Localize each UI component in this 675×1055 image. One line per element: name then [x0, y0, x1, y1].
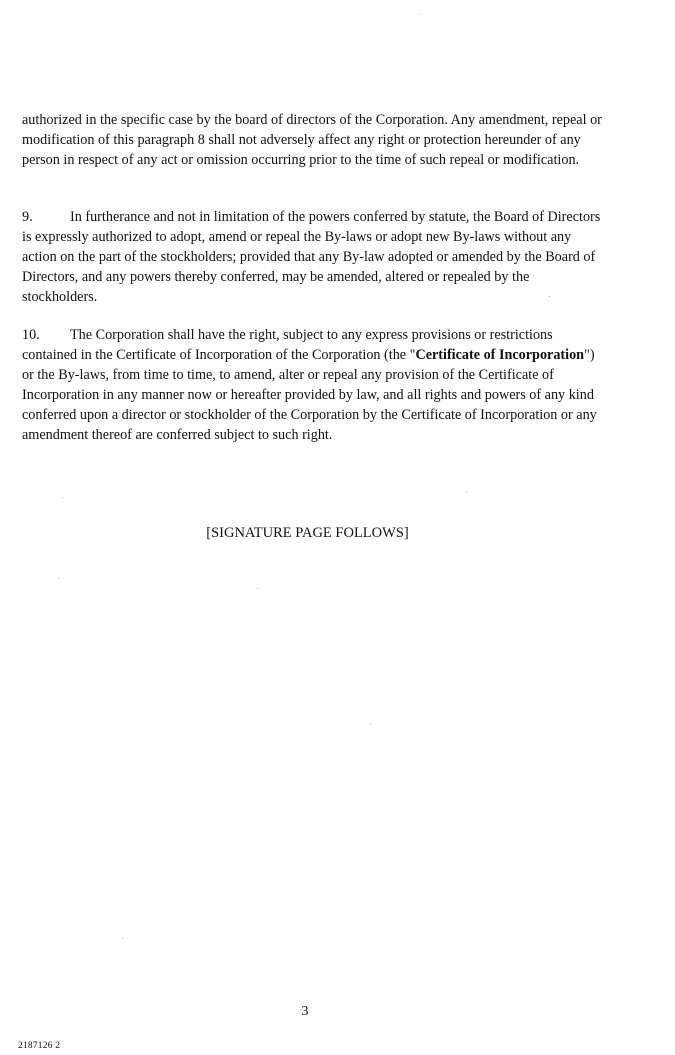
scan-speck: [466, 492, 467, 493]
scan-speck: [549, 296, 550, 297]
signature-page-note: [SIGNATURE PAGE FOLLOWS]: [206, 525, 409, 541]
paragraph-10: [22, 325, 602, 445]
scan-speck: [58, 578, 59, 579]
paragraph-9-text: In furtherance and not in limitation of the powers conferred by statute, the Board of Directors is expressly authorized to adopt, amend or repeal the By-laws or adopt new By-laws without any action on the part of the stockholders; provided that any By-law adopted or amended by the Board of Directors, and any powers thereby conferred, may be amended, altered or repealed by the stockholders.: [22, 209, 601, 305]
scan-speck: [420, 14, 421, 15]
scan-speck: [63, 497, 64, 498]
scan-speck: [370, 723, 371, 724]
paragraph-8-text: authorized in the specific case by the board of directors of the Corporation. Any amendment, repeal or modification of this paragraph 8 shall not adversely affect any right or protection hereunder of any person in respect of any act or omission occurring prior to the time of such repeal or modification.: [22, 112, 602, 168]
paragraph-9-number: 9.: [22, 209, 33, 225]
paragraph-10-text-before: The Corporation shall have the right, subject to any express provisions or restrictions contained in the Certificate of Incorporation of the Corporation (the ": [22, 327, 553, 363]
paragraph-8-continued: [22, 110, 602, 170]
page-number: 3: [301, 1004, 309, 1019]
paragraph-10-text-after: ") or the By-laws, from time to time, to amend, alter or repeal any provision of the Certificate of Incorporation in any manner now or hereafter provided by law, and all rights and powers of any kind conferred upon a director or stockholder of the Corporation by the Certificate of Incorporation or any amendment thereof are conferred subject to such right.: [22, 347, 597, 443]
paragraph-10-number: 10.: [22, 327, 40, 343]
defined-term: Certificate of Incorporation: [415, 347, 585, 363]
document-id: 2187126 2: [18, 1041, 61, 1051]
scan-speck: [122, 938, 123, 939]
paragraph-9: [22, 207, 602, 307]
scan-speck: [257, 588, 258, 589]
